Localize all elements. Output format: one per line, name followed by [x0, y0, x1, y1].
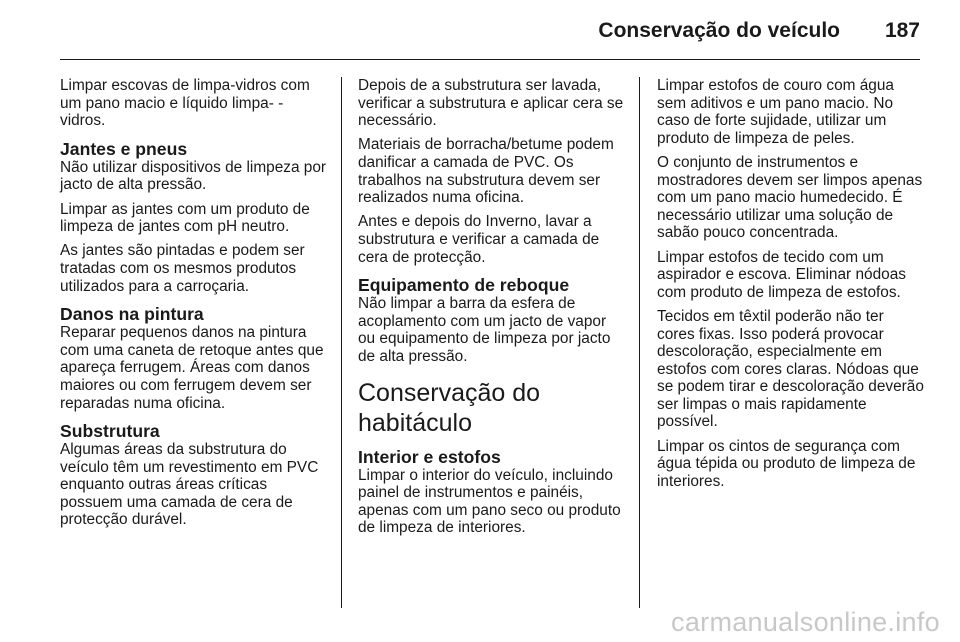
- paragraph-tecido: Limpar estofos de tecido com um aspirador e escova. Eliminar nódoas com produto de limpeza de estofos.: [657, 248, 906, 301]
- paragraph-substrutura-2: Depois de a substrutura ser lavada, verificar a substrutura e aplicar cera se necessário.: [358, 77, 624, 130]
- paragraph-instrumentos: O conjunto de instrumentos e mostradores devem ser limpos apenas com um pano macio humedecido. É necessário utilizar uma solução de sabão pouco concentrada.: [657, 153, 923, 242]
- header-rule: [60, 59, 920, 60]
- paragraph-pintura-1: Reparar pequenos danos na pintura com uma caneta de retoque antes que apareça ferrugem. Áreas com danos maiores ou com ferrugem devem ser reparadas numa oficina.: [60, 324, 324, 412]
- heading-equipamento-de-reboque: Equipamento de reboque: [358, 275, 570, 296]
- paragraph-cintos: Limpar os cintos de segurança com água tépida ou produto de limpeza de interiores.: [657, 437, 916, 490]
- paragraph-reboque-1: Não limpar a barra da esfera de acoplamento com um jacto de vapor ou equipamento de limpeza por jacto de alta pressão.: [358, 295, 611, 365]
- paragraph-substrutura-3: Materiais de borracha/betume podem danificar a camada de PVC. Os trabalhos na substrutura devem ser realizados numa oficina.: [358, 136, 614, 207]
- column-3: [657, 77, 925, 497]
- paragraph-texteis: Tecidos em têxtil poderão não ter cores fixas. Isso poderá provocar descoloração, especialmente em estofos com cores claras. Nódoas que se podem tirar e descoloração deverão ser limpas o mais rapidamente possível.: [657, 307, 924, 431]
- column-divider: [639, 77, 640, 608]
- paragraph-jantes-2: Limpar as jantes com um produto de limpeza de jantes com pH neutro.: [60, 200, 310, 236]
- heading-interior-e-estofos: Interior e estofos: [358, 446, 501, 467]
- watermark: carmanualsonline.info: [671, 607, 940, 637]
- column-2: [358, 77, 626, 543]
- heading-danos-na-pintura: Danos na pintura: [60, 304, 204, 325]
- column-divider: [341, 77, 342, 608]
- paragraph-substrutura-1: Algumas áreas da substrutura do veículo têm um revestimento em PVC enquanto outras áreas críticas possuem uma camada de cera de protecção durável.: [60, 441, 319, 529]
- paragraph-substrutura-4: Antes e depois do Inverno, lavar a substrutura e verificar a camada de cera de protecção.: [358, 213, 600, 266]
- page-number: 187: [884, 19, 920, 42]
- heading-substrutura: Substrutura: [60, 421, 160, 442]
- section-title-habitaculo: Conservação do habitáculo: [358, 378, 541, 437]
- header-title: Conservação do veículo: [598, 19, 840, 42]
- heading-jantes-e-pneus: Jantes e pneus: [60, 138, 188, 159]
- column-1: [60, 77, 328, 536]
- page-header: [60, 14, 920, 58]
- paragraph-wiper-cleaning: Limpar escovas de limpa-vidros com um pano macio e líquido limpa- -vidros.: [60, 77, 310, 130]
- paragraph-interior-1: Limpar o interior do veículo, incluindo painel de instrumentos e painéis, apenas com um pano seco ou produto de limpeza de interiores.: [358, 466, 621, 537]
- paragraph-jantes-1: Não utilizar dispositivos de limpeza por jacto de alta pressão.: [60, 158, 327, 194]
- paragraph-jantes-3: As jantes são pintadas e podem ser tratadas com os mesmos produtos utilizados para a carroçaria.: [60, 242, 305, 295]
- paragraph-couro: Limpar estofos de couro com água sem aditivos e um pano macio. No caso de forte sujidade, utilizar um produto de limpeza de peles.: [657, 77, 894, 147]
